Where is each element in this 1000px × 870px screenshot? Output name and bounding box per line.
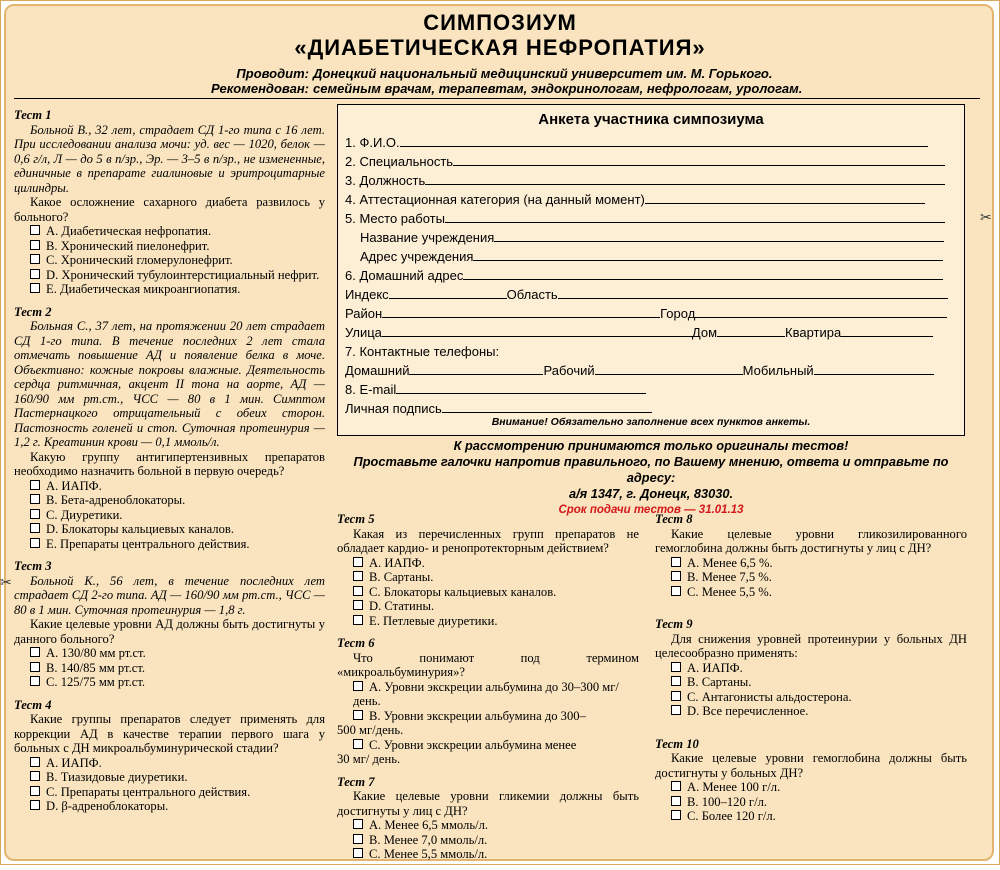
page-title: СИМПОЗИУМ: [423, 10, 577, 35]
answer-option[interactable]: D. Статины.: [337, 599, 639, 614]
answer-option[interactable]: C. Препараты центрального действия.: [14, 785, 325, 800]
form-row-street: Улица Дом Квартира: [345, 325, 957, 340]
checkbox-icon[interactable]: [30, 538, 40, 548]
region-field[interactable]: [558, 287, 948, 299]
answer-option[interactable]: E. Диабетическая микроангиопатия.: [14, 282, 325, 297]
notice-line-1: К рассмотрению принимаются только оригиналы тестов!: [453, 438, 849, 453]
mobile-phone-field[interactable]: [814, 363, 934, 375]
checkbox-icon[interactable]: [671, 586, 681, 596]
test-question: Какие целевые уровни АД должны быть достигнуты у данного больного?: [14, 617, 325, 646]
test-question: Какие целевые уровни гемоглобина должны быть достигнуты у больных ДН?: [655, 751, 967, 780]
answer-option[interactable]: D. Блокаторы кальциевых каналов.: [14, 522, 325, 537]
test-title: Тест 10: [655, 736, 699, 751]
answer-option[interactable]: D. Хронический тубулоинтерстициальный нефрит.: [14, 268, 325, 283]
work-phone-field[interactable]: [595, 363, 743, 375]
answer-option[interactable]: B. Менее 7,5 %.: [655, 570, 967, 585]
test-question: Какое осложнение сахарного диабета развилось у больного?: [14, 195, 325, 224]
answer-option[interactable]: A. ИАПФ.: [14, 479, 325, 494]
submission-notice: [337, 438, 965, 518]
recommended-value: семейным врачам, терапевтам, эндокринологам, нефрологам, урологам.: [313, 81, 803, 96]
page-subtitle: «ДИАБЕТИЧЕСКАЯ НЕФРОПАТИЯ»: [294, 35, 706, 60]
answer-option[interactable]: C. Менее 5,5 %.: [655, 585, 967, 600]
recommended-line: [210, 81, 802, 96]
checkbox-icon[interactable]: [353, 834, 363, 844]
answer-option[interactable]: B. Менее 7,0 ммоль/л.: [337, 833, 639, 848]
deadline: Срок подачи тестов — 31.01.13: [558, 504, 744, 516]
answer-option[interactable]: C. Хронический гломерулонефрит.: [14, 253, 325, 268]
home-phone-field[interactable]: [409, 363, 543, 375]
test-question: Какие группы препаратов следует применять для коррекции АД в качестве терапии первого шага у больных с ДН микроальбуминурической стадии?: [14, 712, 325, 755]
test-1: [14, 108, 325, 297]
form-row-phones: 7. Контактные телефоны:: [345, 344, 500, 359]
answer-option[interactable]: E. Препараты центрального действия.: [14, 537, 325, 552]
workplace-field[interactable]: [445, 211, 945, 223]
test-title: Тест 1: [14, 108, 52, 122]
test-9: [655, 617, 967, 719]
email-field[interactable]: [396, 382, 646, 394]
answer-option[interactable]: A. Менее 100 г/л.: [655, 780, 967, 795]
answer-option[interactable]: A. Менее 6,5 %.: [655, 556, 967, 571]
answer-option[interactable]: B. Уровни экскреции альбумина до 300–: [337, 709, 639, 724]
answer-option[interactable]: A. 130/80 мм рт.ст.: [14, 646, 325, 661]
checkbox-icon[interactable]: [353, 819, 363, 829]
index-field[interactable]: [389, 287, 507, 299]
test-3: [14, 559, 325, 690]
test-title: Тест 4: [14, 697, 52, 712]
test-title: Тест 5: [337, 512, 375, 526]
test-8: [655, 512, 967, 599]
test-4: [14, 698, 325, 814]
conducted-line: [210, 66, 772, 81]
form-warning: Внимание! Обязательно заполнение всех пунктов анкеты.: [491, 416, 811, 428]
scissors-icon-left: ✂: [0, 575, 12, 591]
form-row-org-name: Название учреждения: [360, 230, 957, 245]
scissors-icon: ✂: [980, 210, 992, 226]
middle-column: [337, 512, 639, 870]
form-row-index: Индекс Область: [345, 287, 957, 302]
answer-option[interactable]: E. Петлевые диуретики.: [337, 614, 639, 629]
position-field[interactable]: [425, 173, 945, 185]
test-title: Тест 7: [337, 774, 375, 789]
city-field[interactable]: [695, 306, 947, 318]
test-7: [337, 775, 639, 862]
answer-option-continued: 500 мг/день.: [337, 723, 404, 737]
answer-option[interactable]: A. ИАПФ.: [655, 661, 967, 676]
checkbox-icon[interactable]: [30, 480, 40, 490]
fio-field[interactable]: [400, 135, 928, 147]
checkbox-icon[interactable]: [30, 225, 40, 235]
checkbox-icon[interactable]: [353, 615, 363, 625]
participant-form: [337, 104, 965, 436]
checkbox-icon[interactable]: [671, 676, 681, 686]
checkbox-icon[interactable]: [353, 600, 363, 610]
org-name-field[interactable]: [494, 230, 944, 242]
apartment-field[interactable]: [841, 325, 933, 337]
checkbox-icon[interactable]: [30, 494, 40, 504]
conducted-label: Проводит:: [236, 66, 309, 81]
answer-option[interactable]: B. Бета-адреноблокаторы.: [14, 493, 325, 508]
form-row-email: 8. E-mail: [345, 382, 957, 397]
checkbox-icon[interactable]: [353, 848, 363, 858]
org-address-field[interactable]: [473, 249, 943, 261]
checkbox-icon[interactable]: [30, 800, 40, 810]
checkbox-icon[interactable]: [30, 523, 40, 533]
checkbox-icon[interactable]: [671, 796, 681, 806]
right-column: [655, 512, 967, 832]
checkbox-icon[interactable]: [30, 757, 40, 767]
answer-option[interactable]: A. ИАПФ.: [14, 756, 325, 771]
form-row-org-address: Адрес учреждения: [360, 249, 957, 264]
checkbox-icon[interactable]: [671, 691, 681, 701]
form-row-workplace: 5. Место работы: [345, 211, 957, 226]
form-row-signature: Личная подпись: [345, 401, 957, 416]
answer-option[interactable]: A. ИАПФ.: [337, 556, 639, 571]
test-5: [337, 512, 639, 628]
checkbox-icon[interactable]: [353, 739, 363, 749]
answer-option[interactable]: C. Антагонисты альдостерона.: [655, 690, 967, 705]
checkbox-icon[interactable]: [30, 269, 40, 279]
test-6: [337, 636, 639, 767]
checkbox-icon[interactable]: [671, 810, 681, 820]
answer-option[interactable]: C. Диуретики.: [14, 508, 325, 523]
test-question: Какая из перечисленных групп препаратов не обладает кардио- и ренопротекторным действием?: [337, 526, 639, 555]
checkbox-icon[interactable]: [30, 240, 40, 250]
answer-option[interactable]: C. Блокаторы кальциевых каналов.: [337, 585, 639, 600]
test-2: [14, 305, 325, 552]
form-row-category: 4. Аттестационная категория (на данный момент): [345, 192, 957, 207]
checkbox-icon[interactable]: [30, 283, 40, 293]
street-field[interactable]: [382, 325, 692, 337]
test-title: Тест 8: [655, 512, 693, 526]
test-question: Для снижения уровней протеинурии у больных ДН целесообразно применять:: [655, 631, 967, 660]
answer-option[interactable]: B. Тиазидовые диуретики.: [14, 770, 325, 785]
checkbox-icon[interactable]: [353, 681, 363, 691]
test-title: Тест 3: [14, 559, 52, 573]
left-column: [14, 108, 325, 822]
test-title: Тест 6: [337, 636, 375, 650]
house-field[interactable]: [717, 325, 785, 337]
test-case: Больная С., 37 лет, на протяжении 20 лет страдает СД 1-го типа. В течение последних 2 лет стала отмечать повышение АД и появление белка в моче. Объективно: кожные покровы влажные. Деятельность сердца ритмичная, акцент II тона на аорте, АД — 160/90 мм рт.ст., ЧСС — 80 в 1 мин. Симптом Пастернацкого отрицательный с обеих сторон. Пастозность голеней и стоп. Суточная протеинурия — 1,2 г. Креатинин крови — 0,1 ммоль/л.: [14, 319, 325, 449]
answer-option[interactable]: C. Менее 5,5 ммоль/л.: [337, 847, 639, 862]
answer-option[interactable]: B. 140/85 мм рт.ст.: [14, 661, 325, 676]
test-question: Какие целевые уровни гликозилированного гемоглобина должны быть достигнуты у лиц с ДН?: [655, 526, 967, 555]
answer-option[interactable]: B. Сартаны.: [655, 675, 967, 690]
checkbox-icon[interactable]: [30, 254, 40, 264]
checkbox-icon[interactable]: [671, 571, 681, 581]
specialty-field[interactable]: [453, 154, 945, 166]
checkbox-icon[interactable]: [30, 771, 40, 781]
answer-option[interactable]: A. Менее 6,5 ммоль/л.: [337, 818, 639, 833]
test-question: Что понимают под термином «микроальбуминурия»?: [337, 650, 639, 679]
form-row-fio: 1. Ф.И.О.: [345, 135, 957, 150]
checkbox-icon[interactable]: [353, 571, 363, 581]
checkbox-icon[interactable]: [353, 557, 363, 567]
home-address-field[interactable]: [463, 268, 943, 280]
form-title: Анкета участника симпозиума: [538, 111, 764, 128]
checkbox-icon[interactable]: [671, 781, 681, 791]
answer-option[interactable]: A. Уровни экскреции альбумина до 30–300 мг/день.: [353, 679, 619, 708]
checkbox-icon[interactable]: [671, 557, 681, 567]
test-title: Тест 9: [655, 617, 693, 631]
conducted-value: Донецкий национальный медицинский университет им. М. Горького.: [313, 66, 773, 81]
form-row-home-address: 6. Домашний адрес: [345, 268, 957, 283]
checkbox-icon[interactable]: [353, 586, 363, 596]
answer-option[interactable]: A. Диабетическая нефропатия.: [14, 224, 325, 239]
answer-option[interactable]: D. β-адреноблокаторы.: [14, 799, 325, 814]
checkbox-icon[interactable]: [30, 676, 40, 686]
notice-address: а/я 1347, г. Донецк, 83030.: [568, 486, 734, 501]
signature-field[interactable]: [442, 401, 652, 413]
checkbox-icon[interactable]: [30, 647, 40, 657]
checkbox-icon[interactable]: [30, 509, 40, 519]
category-field[interactable]: [645, 192, 925, 204]
checkbox-icon[interactable]: [353, 710, 363, 720]
checkbox-icon[interactable]: [671, 705, 681, 715]
form-row-position: 3. Должность: [345, 173, 957, 188]
notice-line-2: Проставьте галочки напротив правильного, по Вашему мнению, ответа и отправьте по адресу:: [353, 454, 949, 485]
test-question: Какие целевые уровни гликемии должны быть достигнуты у лиц с ДН?: [337, 789, 639, 818]
answer-option[interactable]: C. 125/75 мм рт.ст.: [14, 675, 325, 690]
answer-option[interactable]: B. 100–120 г/л.: [655, 795, 967, 810]
test-10: [655, 737, 967, 824]
answer-option[interactable]: D. Все перечисленное.: [655, 704, 967, 719]
test-case: Больной В., 32 лет, страдает СД 1-го типа с 16 лет. При исследовании анализа мочи: уд. вес — 1020, белок — 0,6 г/л, Л — до 5 в п/зр., Эр. — 3–5 в п/зр., не измененные, единичные в препарате гиалиновые и эритроцитарные цилиндры.: [14, 122, 325, 195]
answer-option[interactable]: B. Сартаны.: [337, 570, 639, 585]
test-question: Какую группу антигипертензивных препаратов необходимо назначить больной в первую очередь?: [14, 449, 325, 478]
form-row-specialty: 2. Специальность: [345, 154, 957, 169]
answer-option[interactable]: C. Уровни экскреции альбумина менее: [337, 738, 639, 753]
checkbox-icon[interactable]: [30, 662, 40, 672]
answer-option[interactable]: C. Более 120 г/л.: [655, 809, 967, 824]
test-case: Больной К., 56 лет, в течение последних лет страдает СД 2-го типа. АД — 160/90 мм рт.ст., ЧСС — 80 в 1 мин. Суточная протеинурия — 1,8 г.: [14, 573, 325, 617]
district-field[interactable]: [382, 306, 660, 318]
test-title: Тест 2: [14, 304, 52, 319]
form-row-phone-numbers: Домашний Рабочий Мобильный: [345, 363, 957, 378]
recommended-label: Рекомендован:: [210, 81, 309, 96]
answer-option-continued: 30 мг/ день.: [337, 752, 401, 766]
form-row-district: Район Город: [345, 306, 957, 321]
checkbox-icon[interactable]: [30, 786, 40, 796]
checkbox-icon[interactable]: [671, 662, 681, 672]
answer-option[interactable]: B. Хронический пиелонефрит.: [14, 239, 325, 254]
header-divider: [14, 98, 980, 99]
